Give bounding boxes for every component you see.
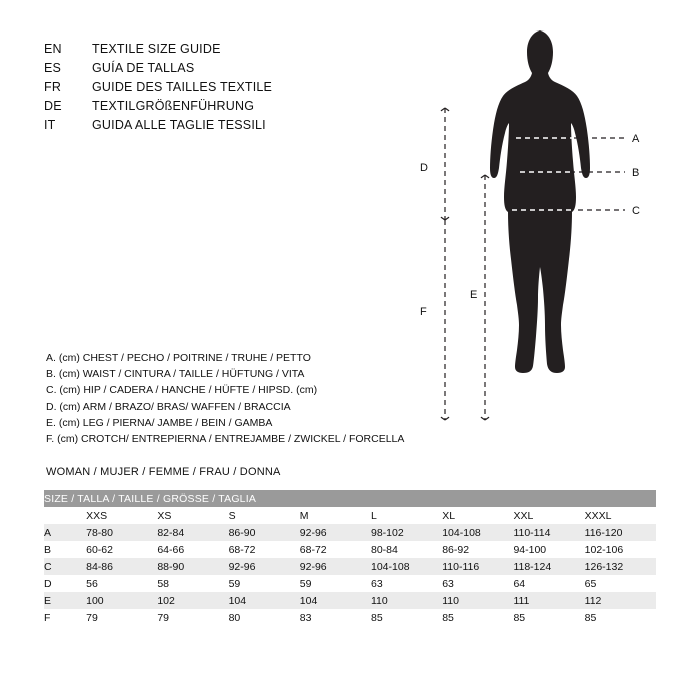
- legend-line-f: F. (cm) CROTCH/ ENTREPIERNA / ENTREJAMBE / ZWICKEL / FORCELLA: [46, 433, 405, 446]
- row-label-f: F: [44, 609, 86, 626]
- cell-e-xxl: 111: [513, 592, 584, 609]
- cell-e-xxxl: 112: [585, 592, 656, 609]
- legend-line-b: B. (cm) WAIST / CINTURA / TAILLE / HÜFTUNG / VITA: [46, 368, 305, 381]
- cell-a-l: 98-102: [371, 524, 442, 541]
- cell-e-xs: 102: [157, 592, 228, 609]
- title-text-es: GUÍA DE TALLAS: [92, 61, 195, 75]
- marker-label-c: C: [632, 205, 640, 217]
- row-label-c: C: [44, 558, 86, 575]
- cell-f-m: 83: [300, 609, 371, 626]
- title-lang-it: IT: [44, 118, 56, 132]
- column-l: L: [371, 507, 442, 524]
- column-m: M: [300, 507, 371, 524]
- row-label-a: A: [44, 524, 86, 541]
- table-header-row: [44, 490, 656, 507]
- cell-a-xxxl: 116-120: [585, 524, 656, 541]
- cell-e-xxs: 100: [86, 592, 157, 609]
- cell-a-xxs: 78-80: [86, 524, 157, 541]
- cell-b-xxs: 60-62: [86, 541, 157, 558]
- cell-b-s: 68-72: [229, 541, 300, 558]
- column-xxl: XXL: [513, 507, 584, 524]
- title-row: [44, 61, 272, 80]
- table-row: [44, 541, 656, 558]
- column-xxxl: XXXL: [585, 507, 656, 524]
- measurement-legend: [46, 350, 476, 447]
- marker-label-d: D: [420, 162, 428, 174]
- cell-c-m: 92-96: [300, 558, 371, 575]
- table-row: [44, 558, 656, 575]
- row-label-e: E: [44, 592, 86, 609]
- cell-b-m: 68-72: [300, 541, 371, 558]
- row-label-d: D: [44, 575, 86, 592]
- cell-a-m: 92-96: [300, 524, 371, 541]
- cell-b-xs: 64-66: [157, 541, 228, 558]
- legend-line-e: E. (cm) LEG / PIERNA/ JAMBE / BEIN / GAMBA: [46, 416, 273, 429]
- cell-d-xxxl: 65: [585, 575, 656, 592]
- cell-f-l: 85: [371, 609, 442, 626]
- table-row: [44, 609, 656, 626]
- table-row: [44, 524, 656, 541]
- title-lang-fr: FR: [44, 80, 62, 94]
- title-lang-es: ES: [44, 61, 62, 75]
- cell-c-s: 92-96: [229, 558, 300, 575]
- cell-f-xs: 79: [157, 609, 228, 626]
- legend-line-c: C. (cm) HIP / CADERA / HANCHE / HÜFTE / HIPSD. (cm): [46, 384, 318, 397]
- female-silhouette-icon: [490, 30, 590, 373]
- cell-b-xxxl: 102-106: [585, 541, 656, 558]
- table-header-title: SIZE / TALLA / TAILLE / GRÖSSE / TAGLIA: [44, 490, 656, 507]
- cell-d-xxl: 64: [513, 575, 584, 592]
- size-table-wrapper: [44, 490, 656, 626]
- marker-label-f: F: [420, 306, 427, 318]
- legend-line-a: A. (cm) CHEST / PECHO / POITRINE / TRUHE / PETTO: [46, 352, 311, 364]
- cell-a-xxl: 110-114: [513, 524, 584, 541]
- marker-label-e: E: [470, 289, 478, 301]
- cell-d-l: 63: [371, 575, 442, 592]
- cell-b-l: 80-84: [371, 541, 442, 558]
- cell-d-xs: 58: [157, 575, 228, 592]
- title-text-en: TEXTILE SIZE GUIDE: [92, 42, 221, 56]
- title-text-de: TEXTILGRÖßENFÜHRUNG: [92, 99, 255, 113]
- category-label: WOMAN / MUJER / FEMME / FRAU / DONNA: [46, 466, 281, 478]
- column-xxs: XXS: [86, 507, 157, 524]
- cell-e-xl: 110: [442, 592, 513, 609]
- table-row: [44, 592, 656, 609]
- cell-d-xl: 63: [442, 575, 513, 592]
- cell-c-xxs: 84-86: [86, 558, 157, 575]
- legend-line-d: D. (cm) ARM / BRAZO/ BRAS/ WAFFEN / BRACCIA: [46, 400, 291, 413]
- title-block: [44, 42, 272, 137]
- table-row: [44, 575, 656, 592]
- title-row: [44, 118, 272, 137]
- column-xl: XL: [442, 507, 513, 524]
- cell-d-xxs: 56: [86, 575, 157, 592]
- bracket-arm-d: [438, 108, 452, 220]
- cell-d-s: 59: [229, 575, 300, 592]
- title-row: [44, 80, 272, 99]
- cell-f-xxxl: 85: [585, 609, 656, 626]
- cell-f-xxs: 79: [86, 609, 157, 626]
- row-label-b: B: [44, 541, 86, 558]
- title-lang-de: DE: [44, 99, 62, 113]
- bracket-leg-e: [478, 175, 492, 420]
- title-text-fr: GUIDE DES TAILLES TEXTILE: [92, 80, 273, 94]
- cell-c-xxl: 118-124: [513, 558, 584, 575]
- cell-b-xxl: 94-100: [513, 541, 584, 558]
- column-blank: [44, 507, 86, 524]
- cell-a-xl: 104-108: [442, 524, 513, 541]
- title-row: [44, 99, 272, 118]
- cell-f-xl: 85: [442, 609, 513, 626]
- cell-d-m: 59: [300, 575, 371, 592]
- table-column-row: [44, 507, 656, 524]
- cell-f-xxl: 85: [513, 609, 584, 626]
- marker-label-a: A: [632, 133, 640, 145]
- cell-e-l: 110: [371, 592, 442, 609]
- marker-label-b: B: [632, 167, 640, 179]
- cell-e-s: 104: [229, 592, 300, 609]
- cell-c-xl: 110-116: [442, 558, 513, 575]
- cell-c-xxxl: 126-132: [585, 558, 656, 575]
- size-table: [44, 490, 656, 626]
- column-xs: XS: [157, 507, 228, 524]
- cell-c-l: 104-108: [371, 558, 442, 575]
- cell-e-m: 104: [300, 592, 371, 609]
- title-lang-en: EN: [44, 42, 62, 56]
- cell-b-xl: 86-92: [442, 541, 513, 558]
- cell-c-xs: 88-90: [157, 558, 228, 575]
- title-row: [44, 42, 272, 61]
- cell-a-xs: 82-84: [157, 524, 228, 541]
- title-text-it: GUIDA ALLE TAGLIE TESSILI: [92, 118, 266, 132]
- leader-lines: [570, 138, 625, 210]
- cell-a-s: 86-90: [229, 524, 300, 541]
- cell-f-s: 80: [229, 609, 300, 626]
- column-s: S: [229, 507, 300, 524]
